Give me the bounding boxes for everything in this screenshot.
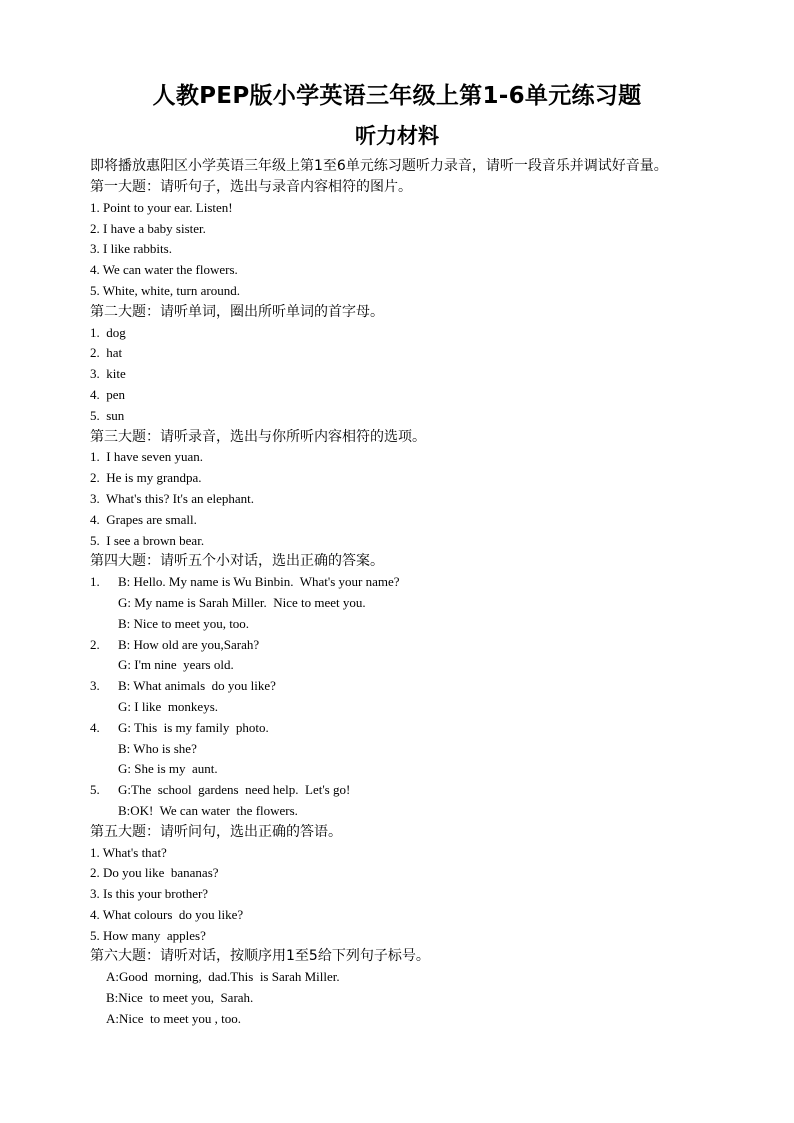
list-item: 3. Is this your brother? — [90, 886, 209, 902]
list-item: 2. I have a baby sister. — [90, 220, 206, 236]
list-item: 3. What's this? It's an elephant. — [90, 490, 255, 506]
list-item: 1. What's that? — [90, 844, 167, 860]
dialogue-text: G:The school gardens need help. Let's go! — [118, 782, 351, 798]
list-item: 1. dog — [90, 324, 126, 340]
list-item: 5. I see a brown bear. — [90, 532, 205, 548]
intro-paragraph: 即将播放惠阳区小学英语三年级上第1至6单元练习题听力录音，请听一段音乐并调试好音量。 — [90, 158, 668, 174]
list-item: 4. Grapes are small. — [90, 511, 197, 527]
dialogue-text: G: This is my family photo. — [118, 719, 269, 735]
list-item: 5. How many apples? — [90, 927, 206, 943]
dialogue-line — [90, 780, 704, 801]
dialogue-line — [90, 635, 704, 656]
dialogue-line — [90, 572, 704, 593]
section-4-heading: 第四大题：请听五个小对话，选出正确的答案。 — [90, 553, 384, 570]
list-item: A:Good morning, dad.This is Sarah Miller. — [106, 969, 340, 985]
list-item: 3. I like rabbits. — [90, 241, 172, 257]
list-item: 2. He is my grandpa. — [90, 470, 202, 486]
dialogue-line — [90, 718, 704, 739]
section-5-heading: 第五大题：请听问句，选出正确的答语。 — [90, 823, 342, 840]
section-2-heading: 第二大题：请听单词，圈出所听单词的首字母。 — [90, 303, 384, 320]
section-3-heading: 第三大题：请听录音，选出与你所听内容相符的选项。 — [90, 428, 426, 445]
dialogue-line: B:OK! We can water the flowers. — [118, 802, 298, 818]
dialogue-line: G: My name is Sarah Miller. Nice to meet you. — [118, 594, 366, 610]
list-item: 4. pen — [90, 386, 126, 402]
list-item: 1. I have seven yuan. — [90, 449, 203, 465]
dialogue-number: 2. — [90, 636, 100, 652]
dialogue-line: B: Who is she? — [118, 740, 197, 756]
section-6-heading: 第六大题：请听对话，按顺序用1至5给下列句子标号。 — [90, 948, 430, 965]
list-item: 4. We can water the flowers. — [90, 262, 238, 278]
list-item: 3. kite — [90, 366, 126, 382]
dialogue-number: 5. — [90, 782, 100, 798]
list-item: A:Nice to meet you , too. — [106, 1010, 242, 1026]
dialogue-text: B: Hello. My name is Wu Binbin. What's your name? — [118, 574, 400, 590]
dialogue-line: B: Nice to meet you, too. — [118, 615, 250, 631]
dialogue-line — [90, 676, 704, 697]
dialogue-line: G: I like monkeys. — [118, 698, 219, 714]
list-item: 2. hat — [90, 345, 123, 361]
list-item: 4. What colours do you like? — [90, 906, 244, 922]
dialogue-number: 1. — [90, 574, 100, 590]
dialogue-text: B: How old are you,Sarah? — [118, 636, 260, 652]
list-item: 5. sun — [90, 407, 125, 423]
list-item: 1. Point to your ear. Listen! — [90, 199, 233, 215]
list-item: B:Nice to meet you, Sarah. — [106, 990, 254, 1006]
dialogue-line: G: I'm nine years old. — [118, 657, 234, 673]
document-subtitle: 听力材料 — [355, 124, 439, 148]
list-item: 2. Do you like bananas? — [90, 865, 219, 881]
list-item: 5. White, white, turn around. — [90, 282, 240, 298]
dialogue-text: B: What animals do you like? — [118, 678, 276, 694]
section-1-heading: 第一大题：请听句子，选出与录音内容相符的图片。 — [90, 179, 412, 195]
dialogue-number: 4. — [90, 719, 100, 735]
dialogue-line: G: She is my aunt. — [118, 761, 218, 777]
document-title: 人教PEP版小学英语三年级上第1-6单元练习题 — [152, 83, 642, 109]
dialogue-number: 3. — [90, 678, 100, 694]
